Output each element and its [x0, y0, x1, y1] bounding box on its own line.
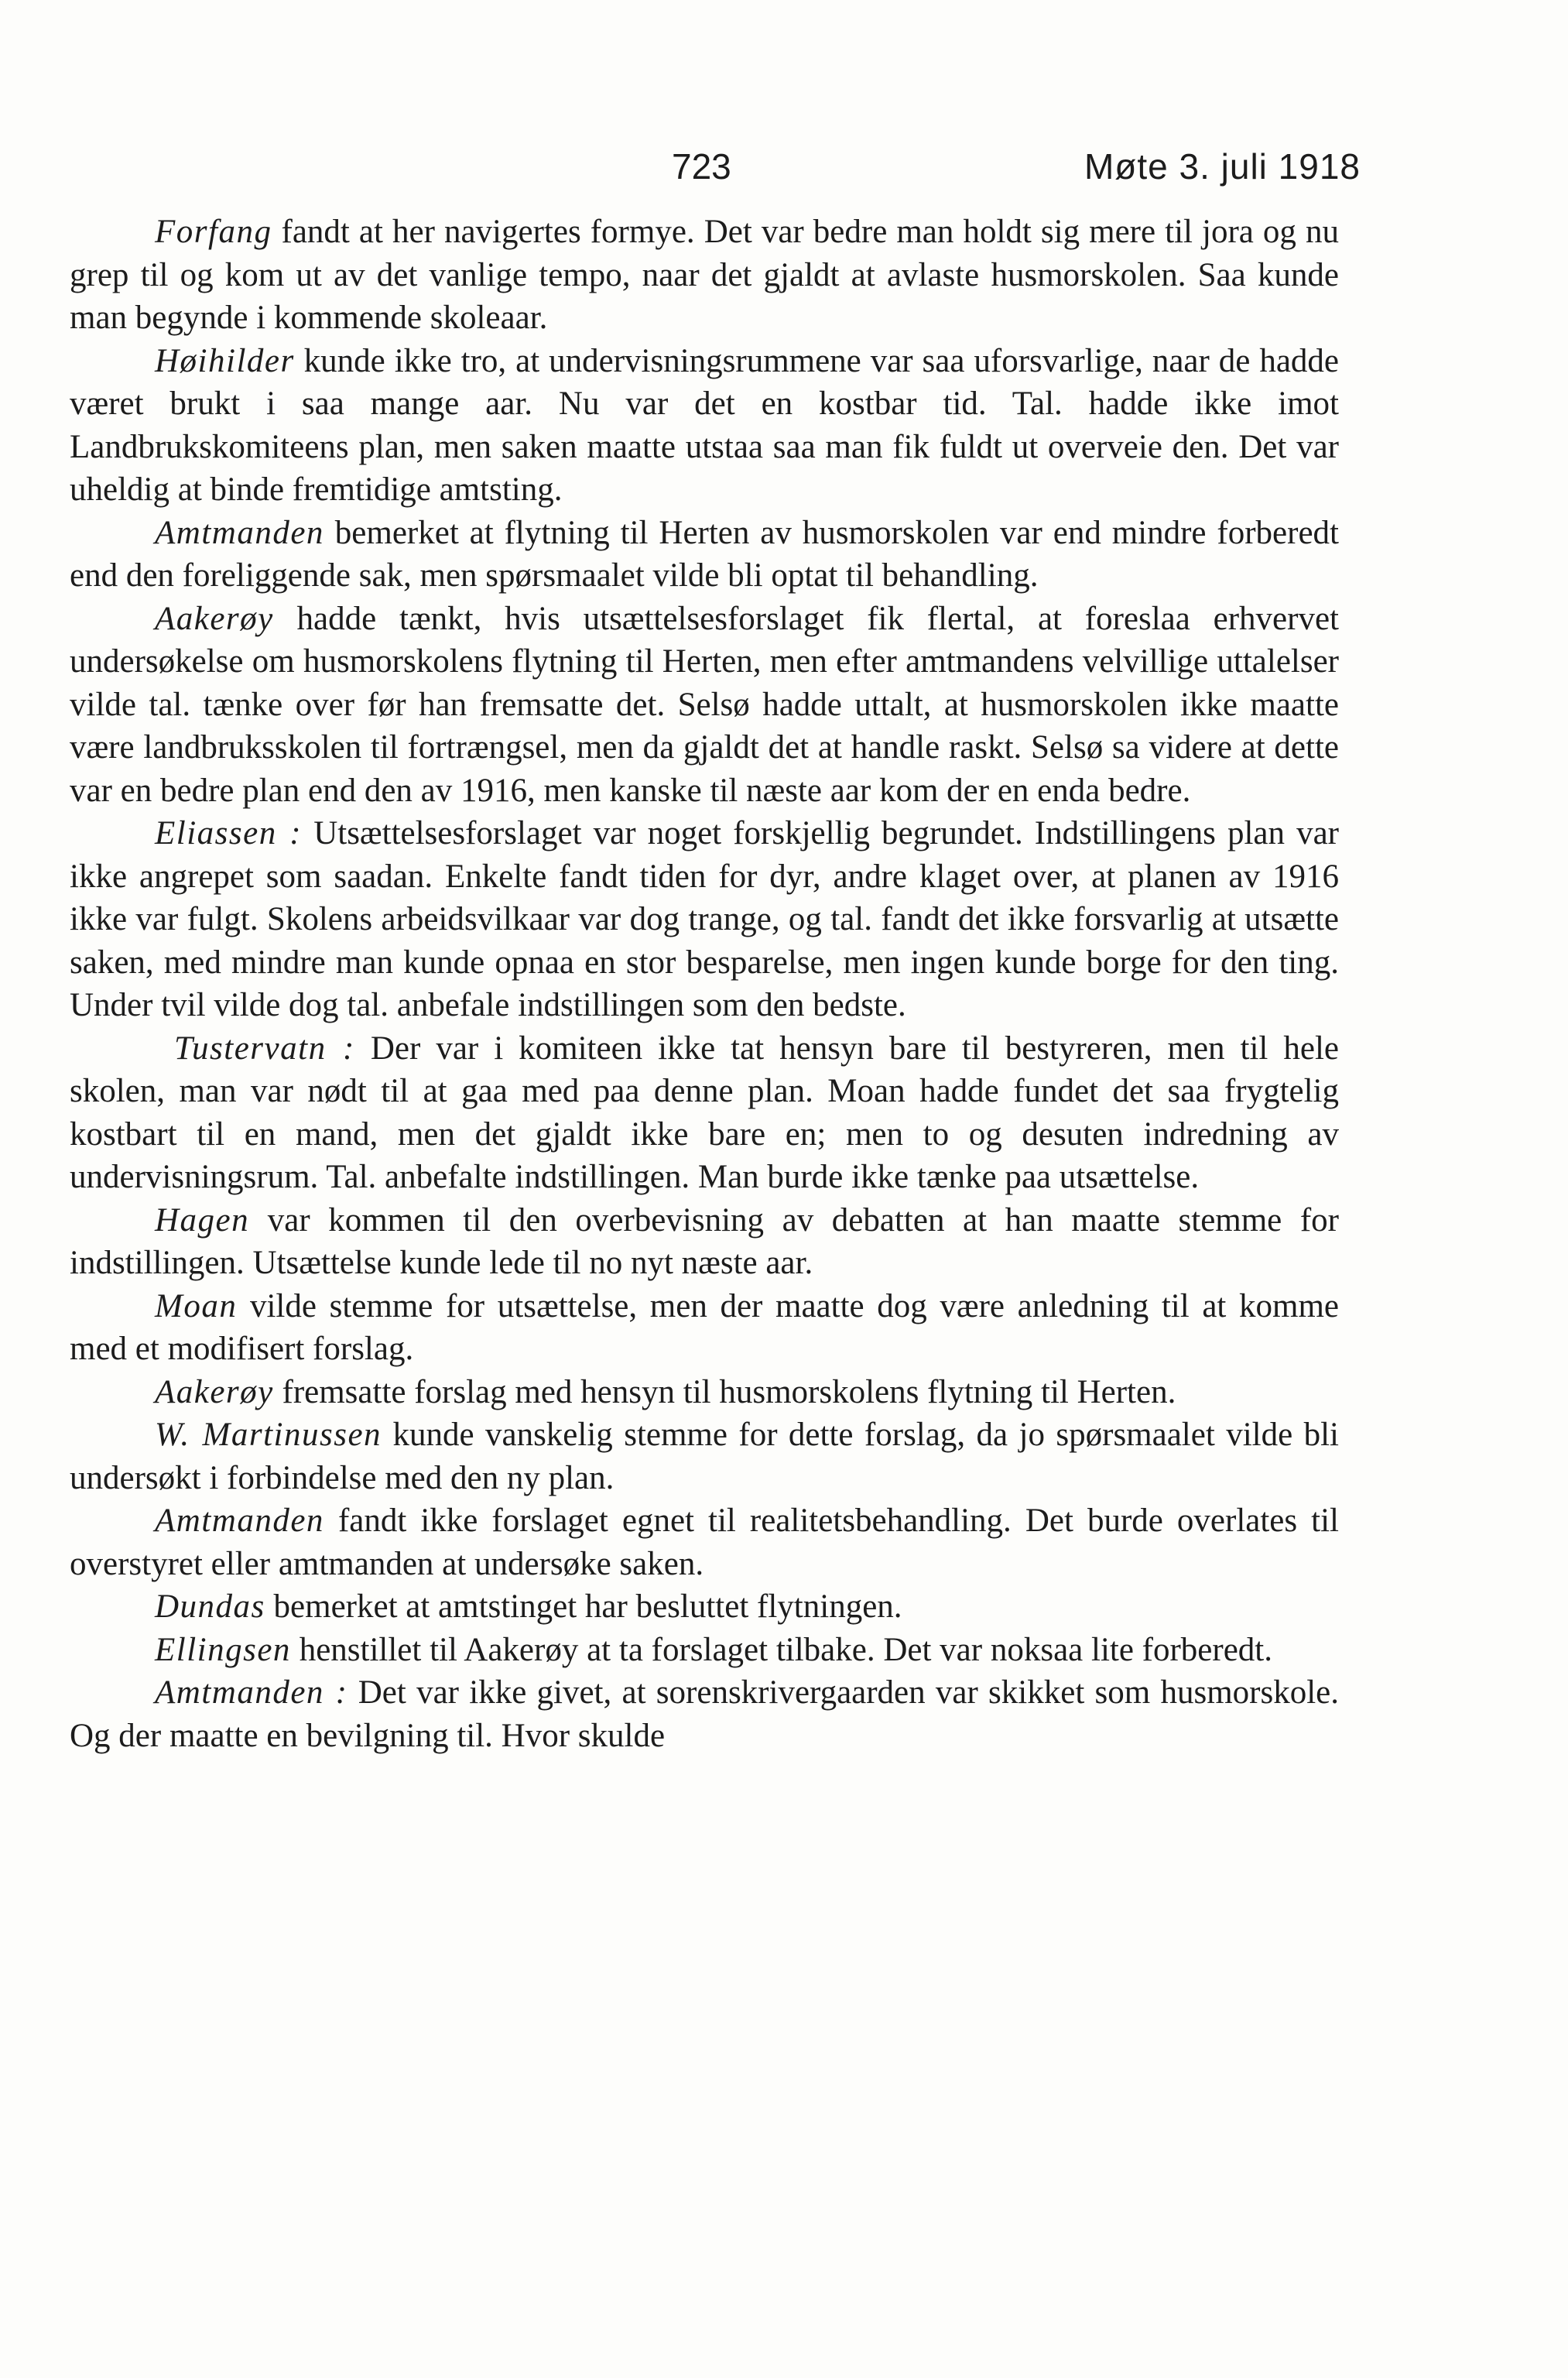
paragraph-text: Utsættelsesforslaget var noget forskjellig begrundet. Indstillingens plan var ikke angrepet som saadan. Enkelte fandt tiden for dyr, andre klaget over, at planen av 1916 ikke var fulgt. Skolens arbeidsvilkaar var dog trange, og tal. fandt det ikke forsvarlig at utsætte saken, med mindre man kunde opnaa en stor besparelse, men ingen kunde borge for den ting. Under tvil vilde dog tal. anbefale indstillingen som den bedste. [70, 815, 1339, 1023]
speaker-name: Hagen [155, 1201, 250, 1239]
speaker-name: Amtmanden [155, 1503, 324, 1539]
speaker-name: Amtmanden : [155, 1674, 348, 1711]
paragraph-text: vilde stemme for utsættelse, men der maatte dog være anledning til at komme med et modifisert forslag. [70, 1287, 1339, 1367]
paragraph [70, 1629, 1339, 1672]
page-number: 723 [672, 146, 731, 187]
speaker-name: Aakerøy [155, 1373, 274, 1410]
speaker-name: Aakerøy [155, 600, 274, 637]
paragraph [70, 1499, 1339, 1585]
paragraph-text: bemerket at flytning til Herten av husmorskolen var end mindre forberedt end den foreliggende sak, men spørsmaalet vilde bli optat til behandling. [70, 514, 1339, 594]
speaker-name: Ellingsen [155, 1631, 291, 1668]
paragraph [70, 812, 1339, 1027]
speaker-name: Tustervatn : [174, 1030, 355, 1067]
paragraph-text: Det var ikke givet, at sorenskrivergaarden var skikket som husmorskole. Og der maatte en bevilgning til. Hvor skulde [70, 1674, 1339, 1754]
speaker-name: Forfang [155, 214, 272, 250]
paragraph [70, 1371, 1339, 1414]
paragraph-text: fremsatte forslag med hensyn til husmorskolens flytning til Herten. [273, 1373, 1176, 1410]
paragraph [70, 1285, 1339, 1371]
speaker-name: Eliassen : [155, 815, 303, 851]
paragraph-text: fandt at her navigertes formye. Det var bedre man holdt sig mere til jora og nu grep til og kom ut av det vanlige tempo, naar det gjaldt at avlaste husmorskolen. Saa kunde man begynde i kommende skoleaar. [70, 214, 1339, 336]
body-text [70, 211, 1339, 1757]
speaker-name: Dundas [155, 1588, 265, 1625]
page-header [0, 146, 1568, 192]
speaker-name: Amtmanden [155, 514, 324, 551]
paragraph-text: fandt ikke forslaget egnet til realitetsbehandling. Det burde overlates til overstyret eller amtmanden at undersøke saken. [70, 1503, 1339, 1582]
paragraph-text: bemerket at amtstinget har besluttet flytningen. [265, 1588, 902, 1625]
paragraph [70, 1027, 1339, 1199]
speaker-name: W. Martinussen [155, 1417, 382, 1453]
paragraph [70, 1199, 1339, 1285]
speaker-name: Høihilder [155, 342, 295, 379]
paragraph [70, 598, 1339, 813]
paragraph [70, 211, 1339, 340]
paragraph-text: henstillet til Aakerøy at ta forslaget tilbake. Det var noksaa lite forberedt. [290, 1631, 1272, 1668]
paragraph-text: kunde vanskelig stemme for dette forslag, da jo spørsmaalet vilde bli undersøkt i forbindelse med den ny plan. [70, 1417, 1339, 1496]
paragraph [70, 1413, 1339, 1499]
running-head: Møte 3. juli 1918 [1084, 146, 1361, 187]
paragraph [70, 512, 1339, 598]
paragraph [70, 1671, 1339, 1757]
speaker-name: Moan [155, 1287, 238, 1324]
paragraph [70, 340, 1339, 512]
paragraph [70, 1585, 1339, 1629]
paragraph-text: kunde ikke tro, at undervisningsrummene var saa uforsvarlige, naar de hadde været brukt i saa mange aar. Nu var det en kostbar tid. Tal. hadde ikke imot Landbrukskomiteens plan, men saken maatte utstaa saa man fik fuldt ut overveie den. Det var uheldig at binde fremtidige amtsting. [70, 342, 1339, 508]
paragraph-text: var kommen til den overbevisning av debatten at han maatte stemme for indstillingen. Utsættelse kunde lede til no nyt næste aar. [70, 1201, 1339, 1281]
paragraph-text: Der var i komiteen ikke tat hensyn bare til bestyreren, men til hele skolen, man var nødt til at gaa med paa denne plan. Moan hadde fundet det saa frygtelig kostbart til en mand, men det gjaldt ikke bare en; men to og desuten indredning av undervisningsrum. Tal. anbefalte indstillingen. Man burde ikke tænke paa utsættelse. [70, 1030, 1339, 1195]
paragraph-text: hadde tænkt, hvis utsættelsesforslaget fik flertal, at foreslaa erhvervet undersøkelse om husmorskolens flytning til Herten, men efter amtmandens velvillige uttalelser vilde tal. tænke over før han fremsatte det. Selsø hadde uttalt, at husmorskolen ikke maatte være landbruksskolen til fortrængsel, men da gjaldt det at handle raskt. Selsø sa videre at dette var en bedre plan end den av 1916, men kanske til næste aar kom der en enda bedre. [70, 600, 1339, 809]
